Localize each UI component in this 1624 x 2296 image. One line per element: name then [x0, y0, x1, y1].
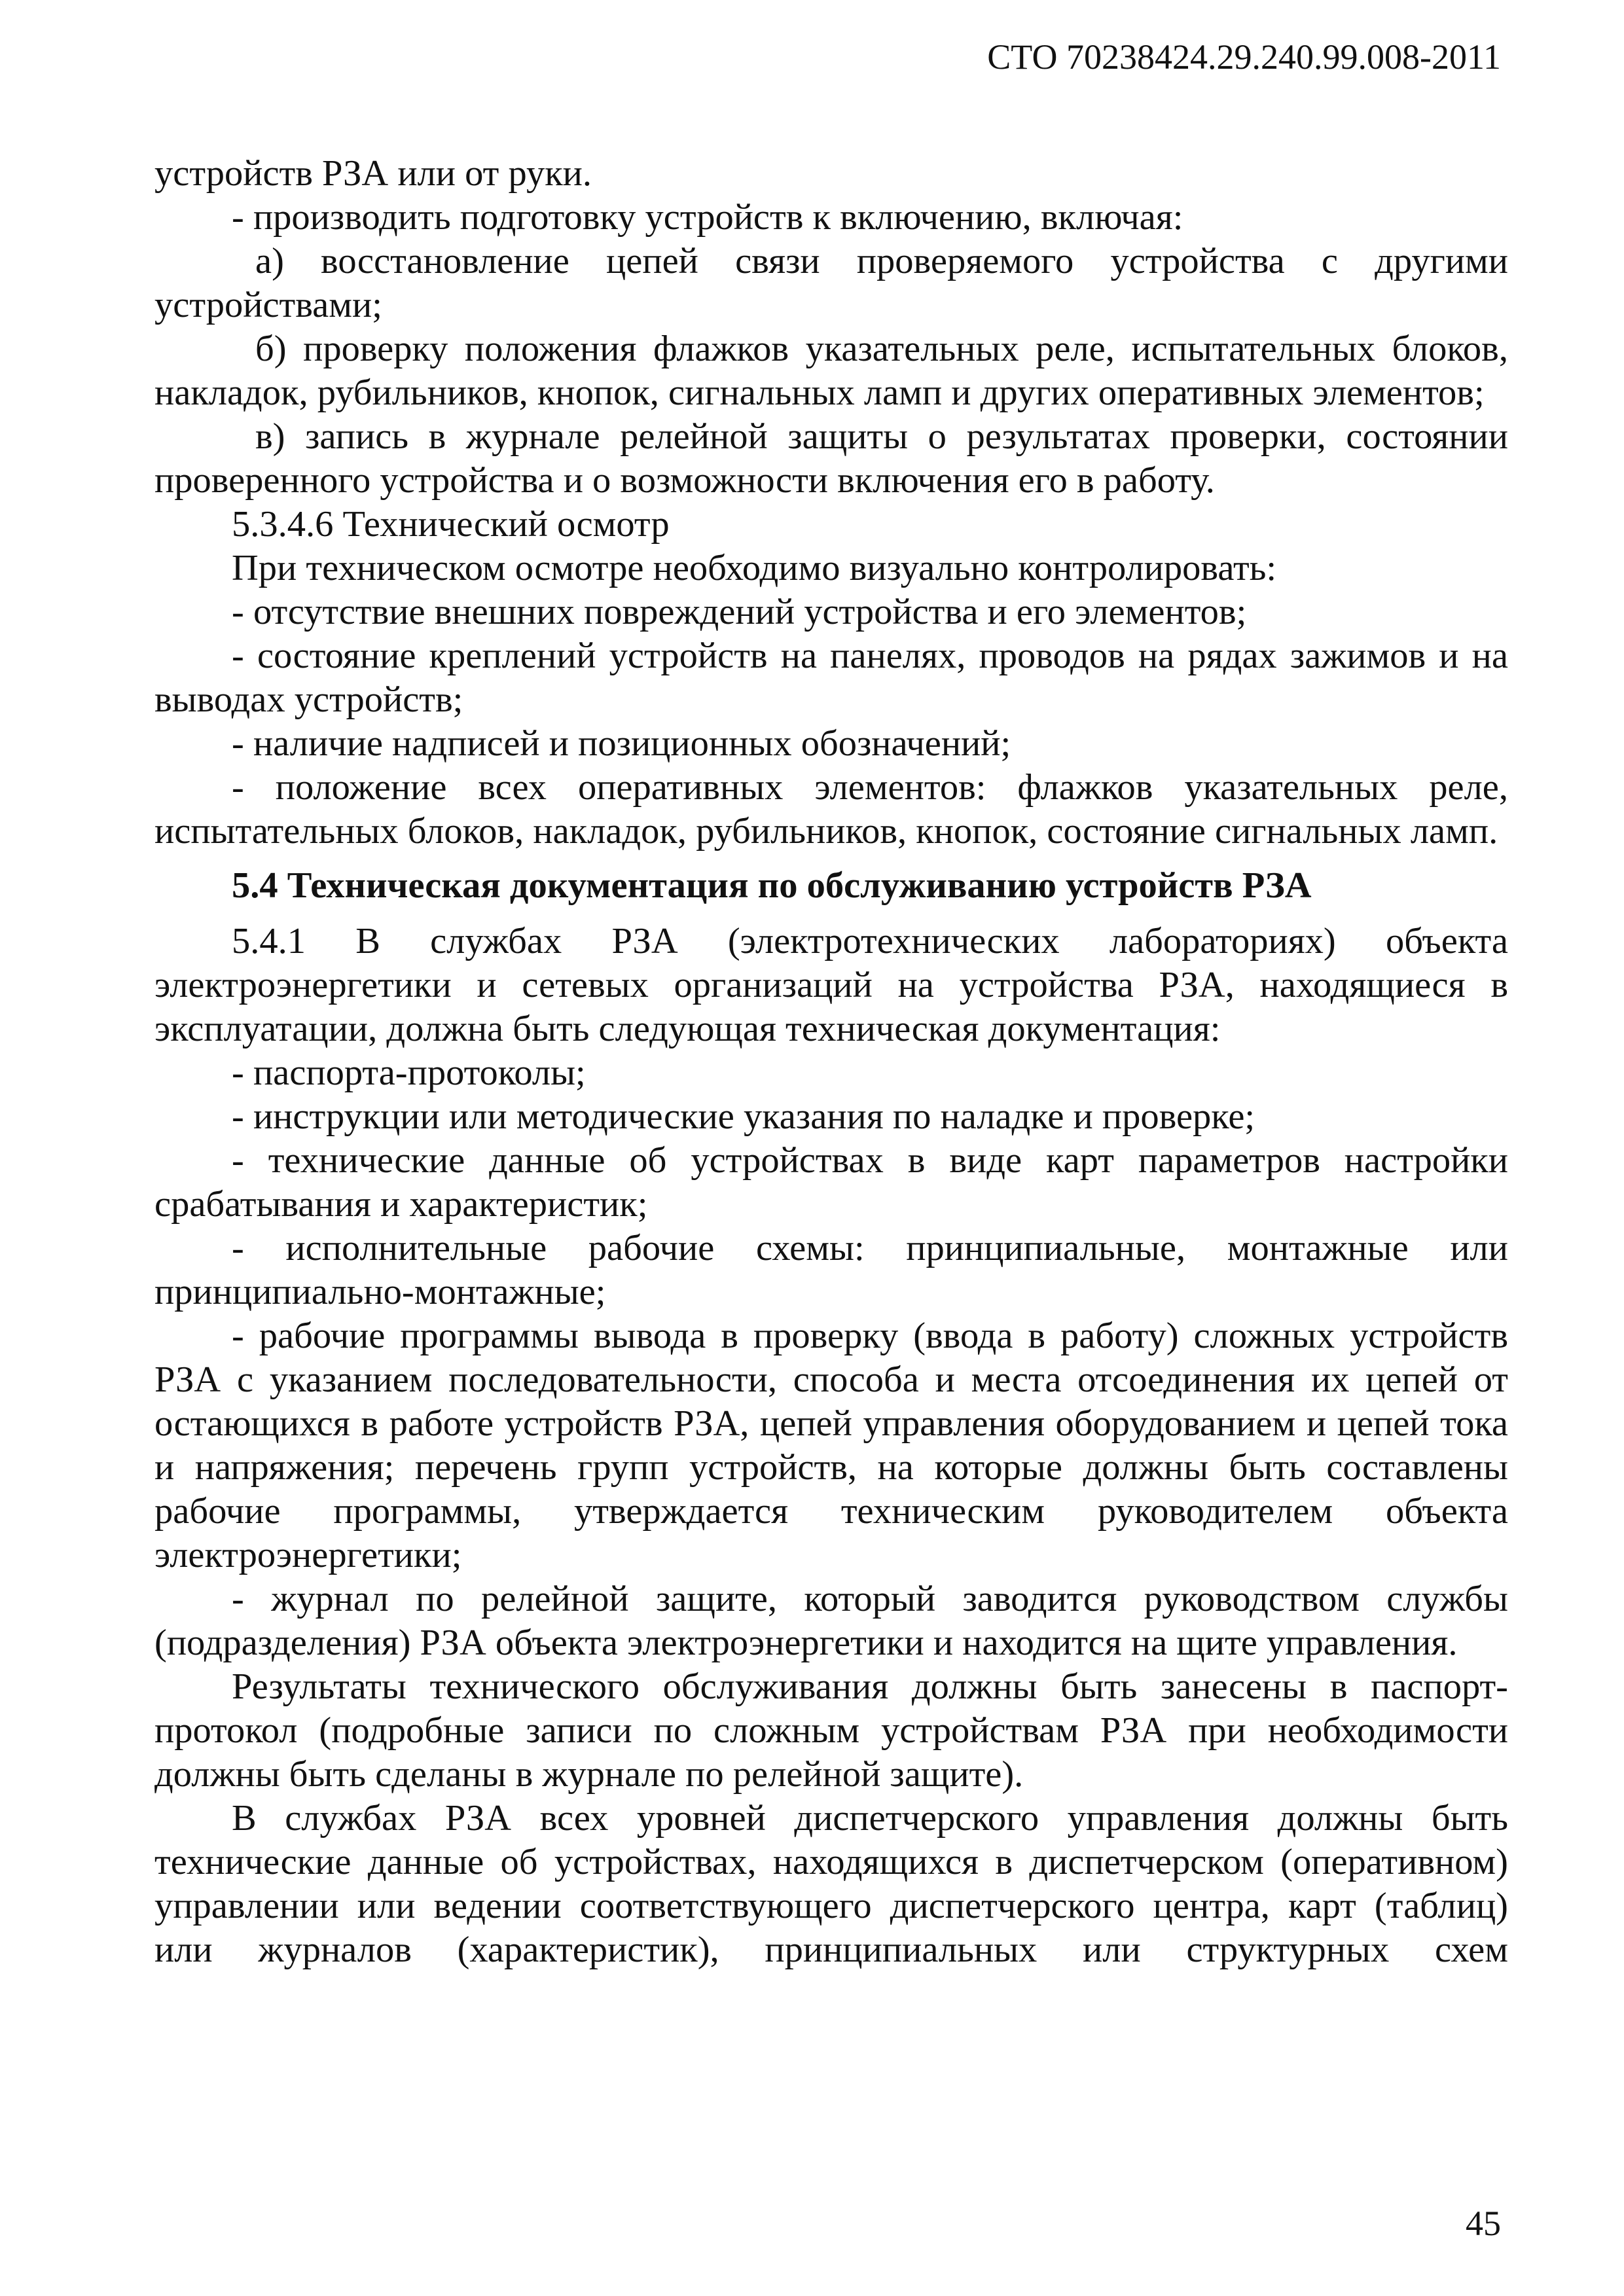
- subsection-title-5346: 5.3.4.6 Технический осмотр: [232, 504, 670, 545]
- paragraph-6: При техническом осмотре необходимо визуально контролировать:: [232, 548, 1277, 588]
- list-item: - инструкции или методические указания по наладке и проверке;: [232, 1096, 1255, 1137]
- list-item: - наличие надписей и позиционных обозначений;: [232, 723, 1011, 764]
- list-item: - журнал по релейной защите, который заводится руководством службы (подразделения) РЗА объекта электроэнергетики и находится на щите управления.: [154, 1579, 1508, 1663]
- list-item: - рабочие программы вывода в проверку (ввода в работу) сложных устройств РЗА с указанием последовательности, способа и места отсоединения их цепей от остающихся в работе устройств РЗА, цепей управления оборудованием и цепей тока и напряжения; перечень групп устройств, на которые должны быть составлены рабочие программы, утверждается техническим руководителем объекта электроэнергетики;: [154, 1316, 1508, 1575]
- page-body: [154, 152, 1508, 1972]
- section-heading-54: 5.4 Техническая документация по обслуживанию устройств РЗА: [232, 865, 1312, 906]
- document-code-header: СТО 70238424.29.240.99.008-2011: [987, 37, 1501, 77]
- paragraph-4: в) запись в журнале релейной защиты о результатах проверки, состоянии проверенного устройства и о возможности включения его в работу.: [154, 416, 1508, 501]
- paragraph-0: устройств РЗА или от руки.: [154, 153, 592, 194]
- paragraph-2: а) восстановление цепей связи проверяемого устройства с другими устройствами;: [154, 241, 1508, 325]
- list-item: - паспорта-протоколы;: [232, 1052, 586, 1093]
- list-item: - отсутствие внешних повреждений устройства и его элементов;: [232, 592, 1247, 632]
- list-item: - технические данные об устройствах в виде карт параметров настройки срабатывания и характеристик;: [154, 1140, 1508, 1225]
- paragraph-20: В службах РЗА всех уровней диспетчерского управления должны быть технические данные об устройствах, находящихся в диспетчерском (оперативном) управлении или ведении соответствующего диспетчерского центра, карт (таблиц) или журналов (характеристик), принципиальных или структурных схем: [154, 1798, 1508, 1970]
- list-item: - состояние креплений устройств на панелях, проводов на рядах зажимов и на выводах устройств;: [154, 636, 1508, 720]
- paragraph-12: 5.4.1 В службах РЗА (электротехнических лабораториях) объекта электроэнергетики и сетевых организаций на устройства РЗА, находящиеся в эксплуатации, должна быть следующая техническая документация:: [154, 921, 1508, 1049]
- page-number: 45: [1466, 2204, 1501, 2243]
- list-item: - положение всех оперативных элементов: флажков указательных реле, испытательных блоков, накладок, рубильников, кнопок, состояние сигнальных ламп.: [154, 767, 1508, 852]
- list-item: - исполнительные рабочие схемы: принципиальные, монтажные или принципиально-монтажные;: [154, 1228, 1508, 1312]
- paragraph-3: б) проверку положения флажков указательных реле, испытательных блоков, накладок, рубильников, кнопок, сигнальных ламп и других оперативных элементов;: [154, 329, 1508, 413]
- paragraph-19: Результаты технического обслуживания должны быть занесены в паспорт-протокол (подробные записи по сложным устройствам РЗА при необходимости должны быть сделаны в журнале по релейной защите).: [154, 1666, 1508, 1795]
- paragraph-1: - производить подготовку устройств к включению, включая:: [232, 197, 1183, 238]
